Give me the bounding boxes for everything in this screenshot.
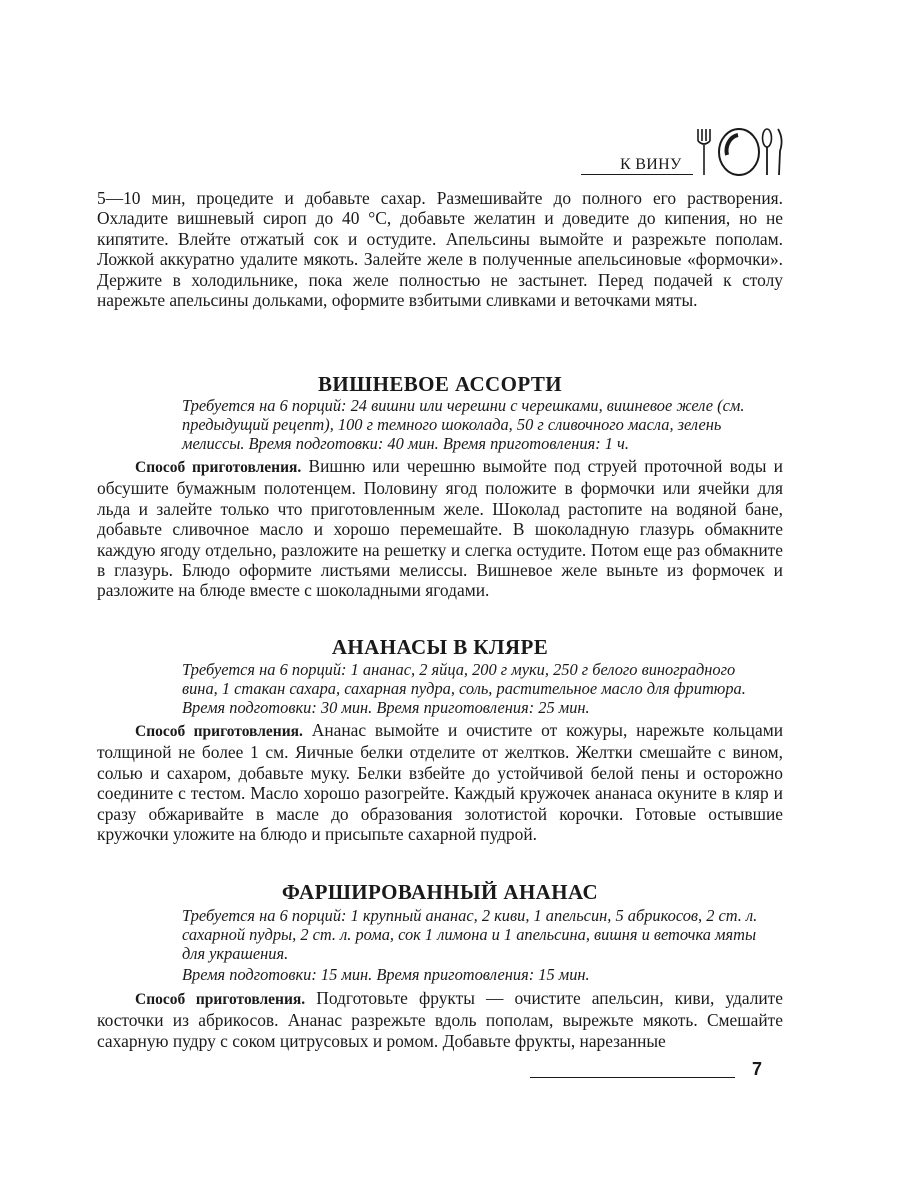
method-label: Способ приготовления.	[135, 459, 302, 476]
recipe-ingredients: Требуется на 6 порций: 24 вишни или черешни с черешками, вишневое желе (см. предыдущий рецепт), 100 г темного шоколада, 50 г сливочного масла, зелень мелиссы. Время подготовки: 40 мин. Время приготовления: 1 ч.	[182, 396, 745, 453]
recipe-title: АНАНАСЫ В КЛЯРЕ	[331, 635, 549, 659]
recipe-ingredients: Требуется на 6 порций: 1 крупный ананас, 2 киви, 1 апельсин, 5 абрикосов, 2 ст. л. сахарной пудры, 2 ст. л. рома, сок 1 лимона и 1 апельсина, вишня и веточка мяты для украшения.	[182, 906, 758, 963]
recipe-title: ВИШНЕВОЕ АССОРТИ	[318, 372, 562, 396]
header-rule	[581, 174, 693, 175]
method-text: Вишню или черешню вымойте под струей проточной воды и обсушите бумажным полотенцем. Половину ягод положите в формочки или ячейки для льда и залейте только что приготовленным желе. Шоколад растопите на водяной бане, добавьте сливочное масло и хорошо перемешайте. В шоколадную глазурь обмакните каждую ягоду отдельно, разложите на решетку и слегка остудите. Потом еще раз обмакните в глазурь. Блюдо оформите листьями мелиссы. Вишневое желе выньте из формочек и разложите на блюде вместе с шоколадными ягодами.	[97, 456, 783, 601]
method-text: Ананас вымойте и очистите от кожуры, нарежьте кольцами толщиной не более 1 см. Яичные белки отделите от желтков. Желтки смешайте с вином, солью и сахаром, добавьте муку. Белки взбейте до устойчивой белой пены и осторожно соедините с тестом. Масло хорошо разогрейте. Каждый кружочек ананаса окуните в кляр и сразу обжаривайте в масле до образования золотистой корочки. Готовые остывшие кружочки уложите на блюдо и присыпьте сахарной пудрой.	[97, 720, 784, 845]
recipe-method	[97, 720, 783, 844]
intro-paragraph: 5—10 мин, процедите и добавьте сахар. Размешивайте до полного его растворения. Охладите вишневый сироп до 40 °С, добавьте желатин и доведите до кипения, но не кипятите. Влейте отжатый сок и остудите. Апельсины вымойте и разрежьте пополам. Ложкой аккуратно удалите мякоть. Залейте желе в полученные апельсиновые «формочки». Держите в холодильнике, пока желе полностью не застынет. Перед подачей к столу нарежьте апельсины дольками, оформите взбитыми сливками и веточками мяты.	[97, 188, 783, 311]
recipe-method	[97, 988, 783, 1051]
method-text: Подготовьте фрукты — очистите апельсин, киви, удалите косточки из абрикосов. Ананас разрежьте вдоль пополам, вырежьте мякоть. Смешайте сахарную пудру с соком цитрусовых и ромом. Добавьте фрукты, нарезанные	[97, 988, 783, 1051]
recipe-title: ФАРШИРОВАННЫЙ АНАНАС	[281, 880, 599, 904]
footer-rule	[530, 1077, 735, 1078]
page-number: 7	[752, 1059, 763, 1079]
section-header: К ВИНУ	[620, 156, 682, 173]
cutlery-plate-icon	[694, 125, 786, 179]
recipe-times: Время подготовки: 15 мин. Время приготовления: 15 мин.	[182, 965, 590, 984]
recipe-ingredients: Требуется на 6 порций: 1 ананас, 2 яйца, 200 г муки, 250 г белого виноградного вина, 1 стакан сахара, сахарная пудра, соль, растительное масло для фритюра. Время подготовки: 30 мин. Время приготовления: 25 мин.	[182, 660, 746, 717]
method-label: Способ приготовления.	[135, 991, 306, 1008]
method-label: Способ приготовления.	[135, 723, 303, 740]
recipe-method	[97, 456, 783, 601]
